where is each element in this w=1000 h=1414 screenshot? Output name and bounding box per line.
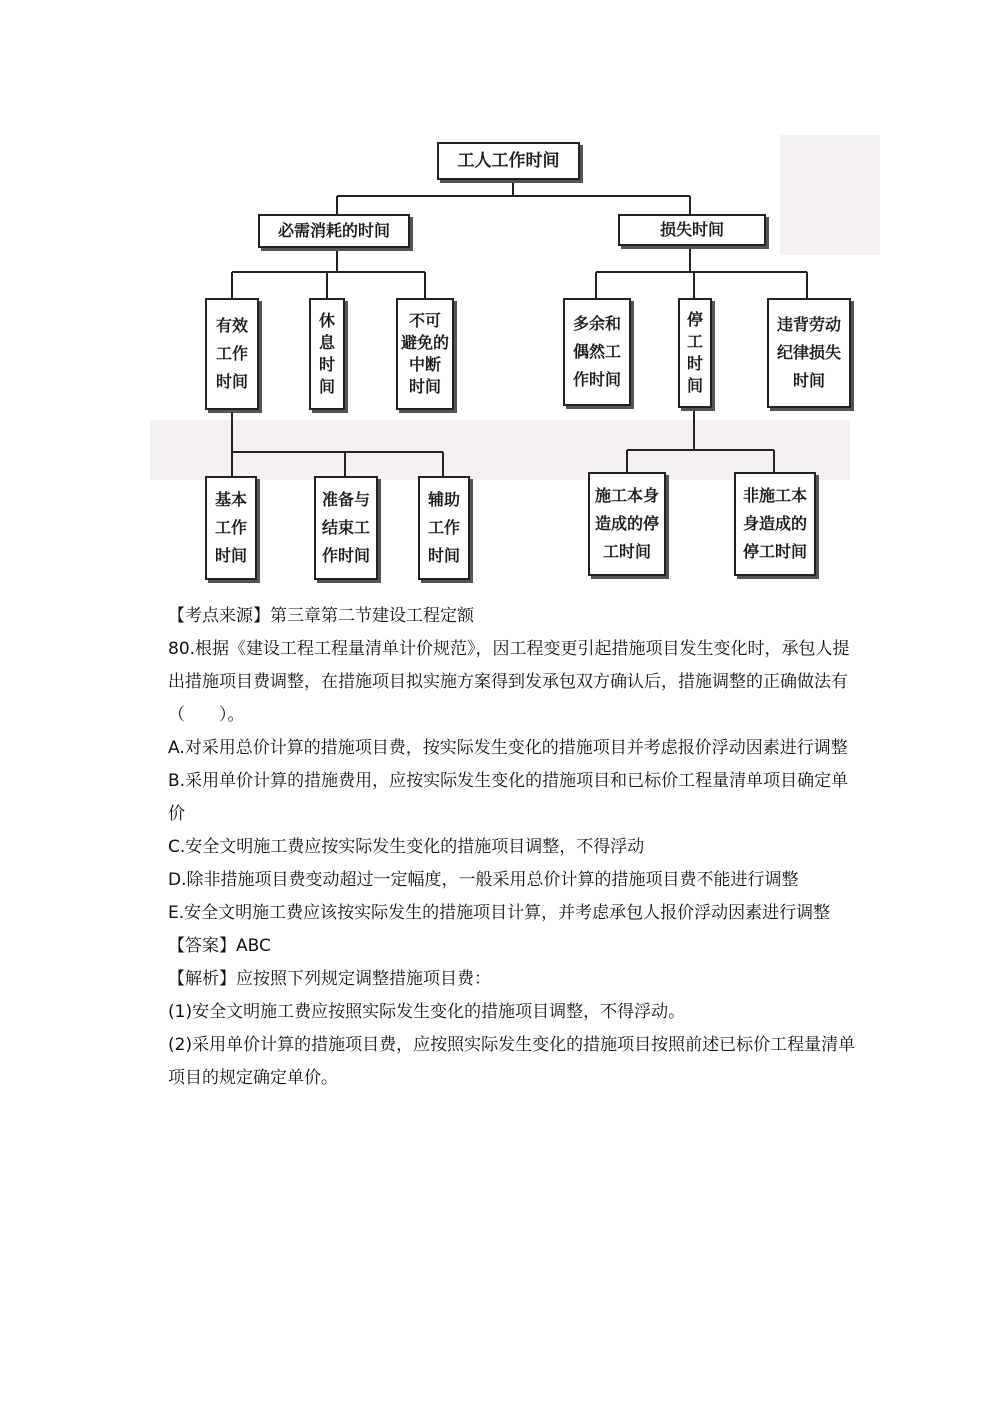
question-line: （ ）。 xyxy=(168,705,245,725)
analysis-heading: 【解析】应按照下列规定调整措施项目费： xyxy=(168,969,491,989)
node-non-construction-stoppage: 非施工本 身造成的 停工时间 xyxy=(734,472,816,576)
option-b: B.采用单价计算的措施费用，应按实际发生变化的措施项目和已标价工程量清单项目确定单 xyxy=(168,771,849,791)
node-worker-time: 工人工作时间 xyxy=(437,142,580,180)
node-basic-work-time: 基本 工作 时间 xyxy=(205,476,257,580)
node-discipline-loss-time: 违背劳动 纪律损失 时间 xyxy=(767,298,851,408)
answer-line: 【答案】ABC xyxy=(168,936,271,956)
node-prep-finish-time: 准备与 结束工 作时间 xyxy=(314,476,378,580)
analysis-item-cont: 项目的规定确定单价。 xyxy=(168,1068,338,1088)
node-auxiliary-work-time: 辅助 工作 时间 xyxy=(418,476,470,580)
option-b-cont: 价 xyxy=(168,804,185,824)
question-line: 出措施项目费调整，在措施项目拟实施方案得到发承包双方确认后，措施调整的正确做法有 xyxy=(168,672,848,692)
node-necessary-time: 必需消耗的时间 xyxy=(258,214,410,248)
question-content xyxy=(168,600,888,1095)
analysis-item: (2)采用单价计算的措施项目费，应按照实际发生变化的措施项目按照前述已标价工程量清单 xyxy=(168,1035,856,1055)
option-c: C.安全文明施工费应按实际发生变化的措施项目调整，不得浮动 xyxy=(168,837,645,857)
option-e: E.安全文明施工费应该按实际发生的措施项目计算，并考虑承包人报价浮动因素进行调整 xyxy=(168,903,831,923)
question-line: 80.根据《建设工程工程量清单计价规范》，因工程变更引起措施项目发生变化时，承包人提 xyxy=(168,639,850,659)
node-rest-time: 休 息 时 间 xyxy=(309,298,345,410)
node-lost-time: 损失时间 xyxy=(618,214,766,246)
option-d: D.除非措施项目费变动超过一定幅度，一般采用总价计算的措施项目费不能进行调整 xyxy=(168,870,799,890)
node-extra-accidental-work-time: 多余和 偶然工 作时间 xyxy=(563,298,631,406)
node-construction-caused-stoppage: 施工本身 造成的停 工时间 xyxy=(588,472,666,576)
source-line: 【考点来源】第三章第二节建设工程定额 xyxy=(168,606,474,626)
node-stoppage-time: 停 工 时 间 xyxy=(678,298,712,408)
option-a: A.对采用总价计算的措施项目费，按实际发生变化的措施项目并考虑报价浮动因素进行调整 xyxy=(168,738,848,758)
analysis-item: (1)安全文明施工费应按照实际发生变化的措施项目调整，不得浮动。 xyxy=(168,1002,686,1022)
node-effective-work-time: 有效 工作 时间 xyxy=(205,298,259,410)
work-time-diagram xyxy=(0,0,1000,600)
node-unavoidable-interruption-time: 不可 避免的 中断 时间 xyxy=(396,298,454,410)
